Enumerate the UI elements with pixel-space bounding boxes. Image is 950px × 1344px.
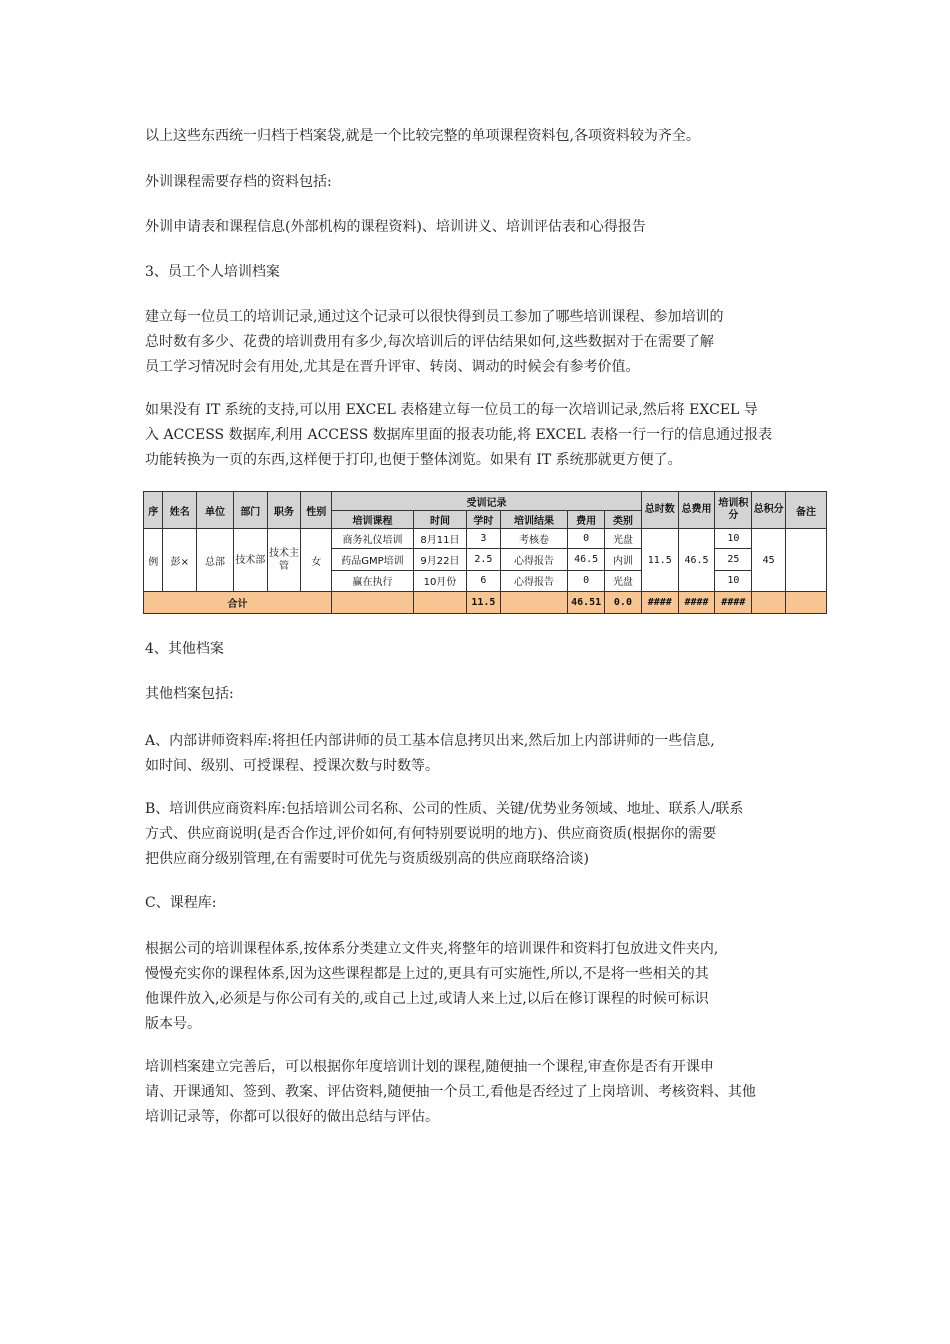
cell-total-points: 45 <box>752 529 786 592</box>
paragraph-archive-review: 培训档案建立完善后，可以根据你年度培训计划的课程,随便抽一个课程,审查你是否有开课申 请、开课通知、签到、教案、评估资料,随便抽一个员工,看他是否经过了上岗培训、考核资料、其他 培训记录等，你都可以很好的做出总结与评估。 <box>145 1059 756 1125</box>
subheader-cost: 费用 <box>568 511 605 529</box>
cell-time: 8月11日 <box>413 529 466 549</box>
header-seq: 序 <box>144 492 163 529</box>
subheader-result: 培训结果 <box>500 511 567 529</box>
cell-points: 10 <box>715 570 752 591</box>
paragraph-external-intro: 外训课程需要存档的资料包括: <box>145 174 332 190</box>
header-remark: 备注 <box>785 492 826 529</box>
cell-cost: 0 <box>568 529 605 549</box>
table-row <box>144 529 827 549</box>
header-gender: 性别 <box>301 492 332 529</box>
paragraph-excel-access: 如果没有 IT 系统的支持,可以用 EXCEL 表格建立每一位员工的每一次培训记录,然后将 EXCEL 导 入 ACCESS 数据库,利用 ACCESS 数据库里面的报表功能,将 EXCEL 表格一行一行的信息通过报表 功能转换为一页的东西,这样便于打印,也便于整体浏览。如果有 IT 系统那就更方便了。 <box>145 402 773 468</box>
paragraph-employee-records: 建立每一位员工的培训记录,通过这个记录可以很快得到员工参加了哪些培训课程、参加培训的 总时数有多少、花费的培训费用有多少,每次培训后的评估结果如何,这些数据对于在需要了解 员工学习情况时会有用处,尤其是在晋升评审、转岗、调动的时候会有参考价值。 <box>145 309 724 375</box>
paragraph-course-library-heading: C、课程库: <box>145 895 217 911</box>
section-heading-other-archives: 4、其他档案 <box>145 641 224 657</box>
header-training-record-group: 受训记录 <box>332 492 642 511</box>
cell-cost: 46.5 <box>568 549 605 570</box>
cell-total-cost: 46.5 <box>678 529 715 592</box>
header-dept: 部门 <box>233 492 267 529</box>
cell-course: 药品GMP培训 <box>332 549 414 570</box>
cell-hours: 2.5 <box>467 549 501 570</box>
header-name: 姓名 <box>163 492 197 529</box>
cell-total-overflow-1: #### <box>641 591 678 613</box>
cell-time: 9月22日 <box>413 549 466 570</box>
header-unit: 单位 <box>197 492 234 529</box>
cell-total-empty-remark <box>785 591 826 613</box>
cell-type: 光盘 <box>605 570 642 591</box>
cell-result: 心得报告 <box>500 549 567 570</box>
paragraph-suppliers: B、培训供应商资料库:包括培训公司名称、公司的性质、关键/优势业务领域、地址、联系人/联系 方式、供应商说明(是否合作过,评价如何,有何特别要说明的地方)、供应商资质(根据你的需要 把供应商分级别管理,在有需要时可优先与资质级别高的供应商联络洽谈) <box>145 801 744 867</box>
cell-total-hours-sum: 11.5 <box>467 591 501 613</box>
subheader-hours: 学时 <box>467 511 501 529</box>
cell-total-empty-time <box>413 591 466 613</box>
cell-total-empty-course <box>332 591 414 613</box>
paragraph-external-materials: 外训申请表和课程信息(外部机构的课程资料)、培训讲义、培训评估表和心得报告 <box>145 219 646 235</box>
cell-cost: 0 <box>568 570 605 591</box>
cell-total-overflow-3: #### <box>715 591 752 613</box>
cell-total-label: 合计 <box>144 591 332 613</box>
cell-hours: 6 <box>467 570 501 591</box>
cell-hours: 3 <box>467 529 501 549</box>
header-total-points: 总积分 <box>752 492 786 529</box>
cell-time: 10月份 <box>413 570 466 591</box>
cell-course: 赢在执行 <box>332 570 414 591</box>
cell-total-overflow-2: #### <box>678 591 715 613</box>
paragraph-other-intro: 其他档案包括: <box>145 686 234 702</box>
paragraph-internal-trainers: A、内部讲师资料库:将担任内部讲师的员工基本信息拷贝出来,然后加上内部讲师的一些信息, 如时间、级别、可授课程、授课次数与时数等。 <box>145 733 715 774</box>
training-record-table <box>143 491 827 614</box>
cell-seq: 例 <box>144 529 163 592</box>
cell-total-empty-result <box>500 591 567 613</box>
cell-type: 光盘 <box>605 529 642 549</box>
cell-gender: 女 <box>301 529 332 592</box>
header-total-cost: 总费用 <box>678 492 715 529</box>
header-total-hours: 总时数 <box>641 492 678 529</box>
cell-result: 考核卷 <box>500 529 567 549</box>
paragraph-course-library: 根据公司的培训课程体系,按体系分类建立文件夹,将整年的培训课件和资料打包放进文件夹内, 慢慢充实你的课程体系,因为这些课程都是上过的,更具有可实施性,所以,不是将一些相关的其 他课件放入,必须是与你公司有关的,或自己上过,或请人来上过,以后在修订课程的时候可标识 版本号。 <box>145 941 719 1032</box>
training-record-table-image <box>143 491 827 614</box>
cell-dept: 技术部 <box>233 529 267 592</box>
cell-points: 10 <box>715 529 752 549</box>
cell-title: 技术主管 <box>267 529 301 592</box>
cell-total-cost-sum: 46.51 <box>568 591 605 613</box>
table-total-row <box>144 591 827 613</box>
cell-total-type: 0.0 <box>605 591 642 613</box>
cell-total-hours: 11.5 <box>641 529 678 592</box>
cell-name: 彭× <box>163 529 197 592</box>
header-title: 职务 <box>267 492 301 529</box>
cell-points: 25 <box>715 549 752 570</box>
cell-course: 商务礼仪培训 <box>332 529 414 549</box>
cell-result: 心得报告 <box>500 570 567 591</box>
subheader-type: 类别 <box>605 511 642 529</box>
cell-remark <box>785 529 826 592</box>
paragraph-archive-bag: 以上这些东西统一归档于档案袋,就是一个比较完整的单项课程资料包,各项资料较为齐全。 <box>145 128 700 144</box>
subheader-course: 培训课程 <box>332 511 414 529</box>
header-points: 培训积分 <box>715 492 752 529</box>
subheader-time: 时间 <box>413 511 466 529</box>
cell-total-empty-points <box>752 591 786 613</box>
cell-unit: 总部 <box>197 529 234 592</box>
section-heading-employee-archive: 3、员工个人培训档案 <box>145 264 280 280</box>
cell-type: 内训 <box>605 549 642 570</box>
